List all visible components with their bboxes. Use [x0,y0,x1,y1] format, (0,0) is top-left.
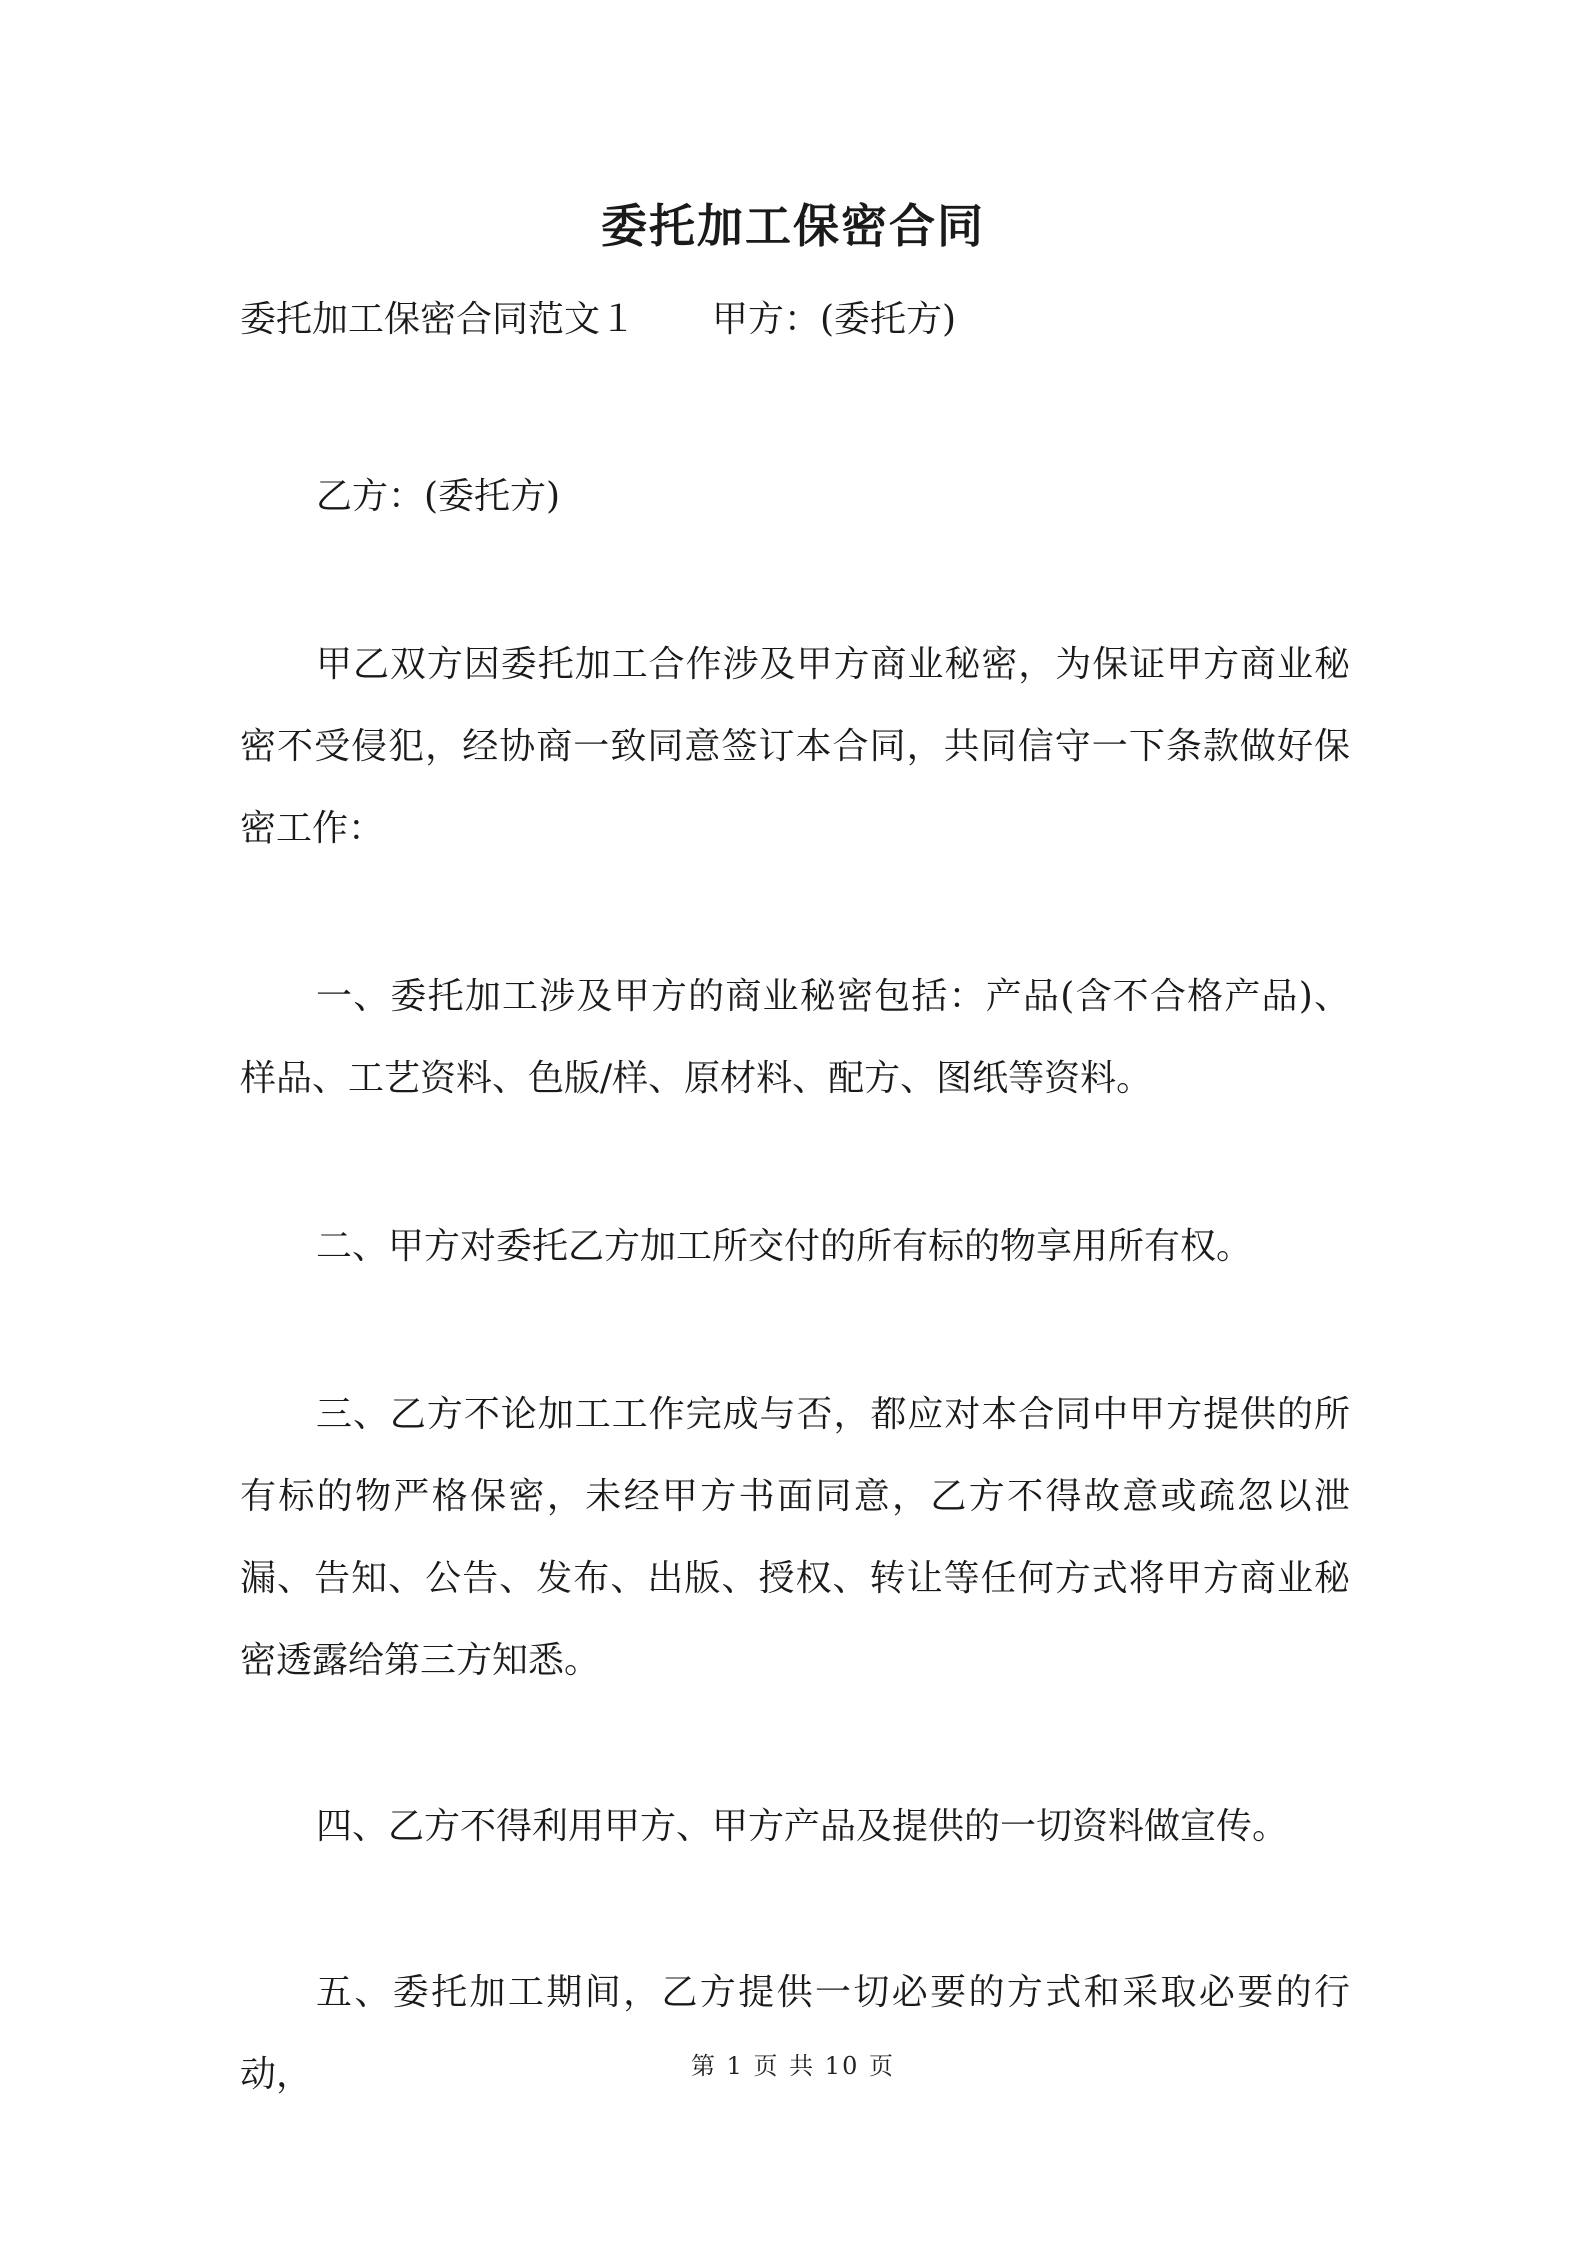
subheading: 委托加工保密合同范文１ [240,299,637,340]
document-title: 委托加工保密合同 [601,199,985,253]
subheading-line [240,292,956,348]
clause-3: 三、乙方不论加工工作完成与否，都应对本合同中甲方提供的所有标的物严格保密，未经甲方书面同意，乙方不得故意或疏忽以泄漏、告知、公告、发布、出版、授权、转让等任何方式将甲方商业秘密透露给第三方知悉。 [240,1394,1350,1681]
paragraph-intro: 甲乙双方因委托加工合作涉及甲方商业秘密，为保证甲方商业秘密不受侵犯，经协商一致同意签订本合同，共同信守一下条款做好保密工作： [240,644,1350,849]
party-b-label: 乙方：(委托方) [316,476,561,517]
clause-5: 五、委托加工期间，乙方提供一切必要的方式和采取必要的行动， [240,1972,1350,2095]
page-footer: 第 1 页 共 10 页 [691,2052,895,2080]
clause-1: 一、委托加工涉及甲方的商业秘密包括：产品(含不合格产品)、样品、工艺资料、色版/样、原材料、配方、图纸等资料。 [240,976,1350,1099]
clause-2: 二、甲方对委托乙方加工所交付的所有标的物享用所有权。 [316,1226,1253,1267]
party-a-label: 甲方：(委托方) [712,299,957,340]
clause-4: 四、乙方不得利用甲方、甲方产品及提供的一切资料做宣传。 [316,1806,1289,1847]
